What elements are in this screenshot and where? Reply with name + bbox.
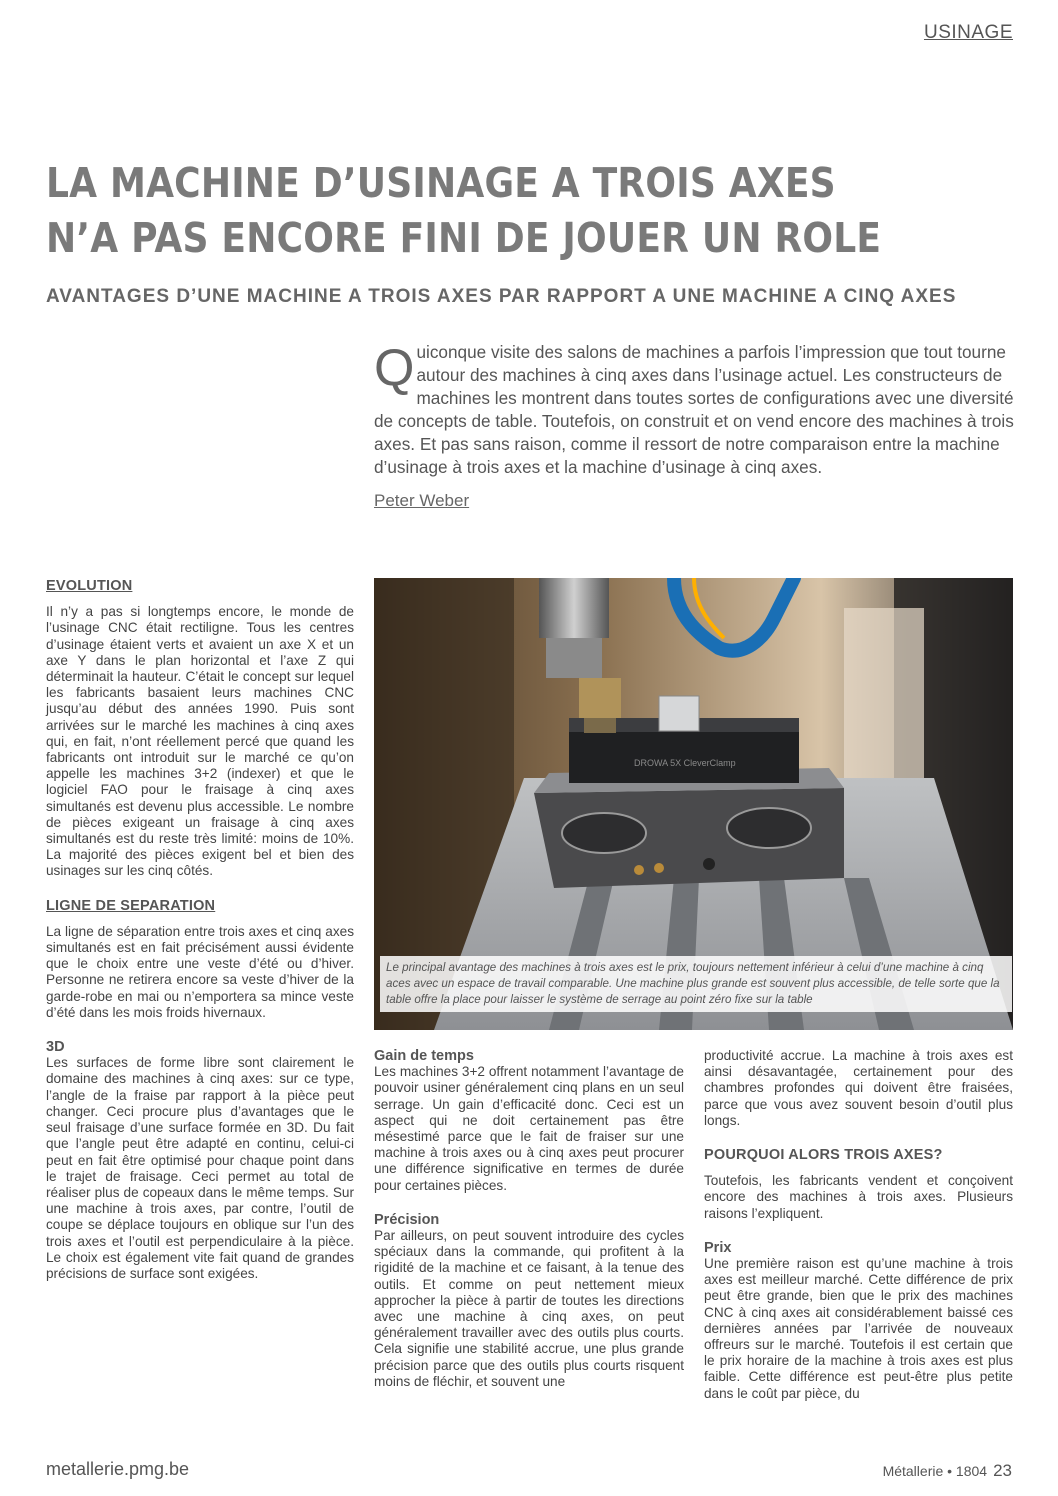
- section-tag: USINAGE: [923, 22, 1013, 43]
- heading-evolution: EVOLUTION: [46, 578, 133, 594]
- intro-dropcap: Q: [374, 339, 415, 397]
- footer-website-link[interactable]: metallerie.pmg.be: [46, 1459, 190, 1479]
- paragraph-pourquoi-trois-axes: Toutefois, les fabricants vendent et conçoivent encore des machines à trois axes. Plusieurs raisons l’expliquent.: [704, 1173, 1013, 1221]
- paragraph-ligne-de-separation: La ligne de séparation entre trois axes et cinq axes simultanés est en fait précisément aussi évidente que le choix entre une veste d’été ou d’hiver. Personne ne retirera encore sa veste d’hiver de la garde-robe en mai ou n’emportera sa mince veste d’été dans les mois froids hivernaux.: [46, 923, 354, 1020]
- column-2: [374, 1048, 684, 1408]
- footer-issue-label: Métallerie • 1804: [882, 1463, 988, 1479]
- article-intro: [374, 341, 1014, 479]
- paragraph-3d: Les surfaces de forme libre sont clairement le domaine des machines à cinq axes: sur ce type, l’angle de la fraise par rapport à la pièce peut changer. Ceci procure plus d’avantages que le seul fraisage d’une surface formée en 3D. Du fait que l’angle peut être adapté en continu, celui-ci peut en fait être optimisé pour chaque point dans le trajet de fraisage. Ceci permet au total de réaliser plus de copeaux dans le même temps. Sur une machine à trois axes, par contre, l’outil de coupe se déplace toujours en oblique sur l’un des trois axes et l’outil est perpendiculaire à la pièce. Le choix est également vite fait quand de grandes précisions de surface sont exigées.: [46, 1055, 354, 1281]
- page-number: 23: [993, 1461, 1012, 1480]
- footer-issue: [883, 1461, 1012, 1481]
- paragraph-evolution: Il n’y a pas si longtemps encore, le monde de l’usinage CNC était rectiligne. Tous les centres d’usinage étaient verts et avaient un axe X et un axe Y dans le plan horizontal et l’axe Z qui déterminait la hauteur. C’était le concept sur lequel les fabricants basaient leurs machines CNC jusqu’au début des années 1990. Puis sont arrivées sur le marché les machines à cinq axes qui, en fait, n’ont réellement percé que quand les fabricants ont introduit sur le marché ce qu’on appelle les machines 3+2 (indexer) et que le logiciel FAO pour le fraisage à cinq axes simultanés est devenu plus accessible. Le nombre de pièces exigeant un fraisage à cinq axes simultanés est du reste très limité: moins de 10%. La majorité des pièces exigent bel et bien des usinages sur les cinq côtés.: [46, 604, 354, 879]
- column-3: [704, 1048, 1013, 1420]
- intro-text: uiconque visite des salons de machines a parfois l’impression que tout tourne autour des machines à cinq axes dans l’usinage actuel. Les constructeurs de machines les montrent dans toutes sortes de configurations avec une diversité de concepts de table. Toutefois, on construit et on vend encore des machines à trois axes. Et pas sans raison, comme il ressort de notre comparaison entre la machine d’usinage à trois axes et la machine d’usinage à cinq axes.: [374, 342, 1014, 477]
- author-byline[interactable]: Peter Weber: [374, 491, 470, 510]
- column-1: [46, 578, 354, 1300]
- paragraph-gain-de-temps: Les machines 3+2 offrent notamment l’avantage de pouvoir usiner généralement cinq plans en un seul serrage. Un gain d’efficacité donc. Ceci est un aspect qui ne doit certainement pas être mésestimé parce que le fait de fraiser sur une machine à trois axes ou à cinq axes peut procurer une différence significative en termes de durée pour certaines pièces.: [374, 1064, 684, 1193]
- title-line-1: LA MACHINE D’USINAGE A TROIS AXES: [46, 159, 836, 207]
- paragraph-prix: Une première raison est qu’une machine à trois axes est meilleur marché. Cette différence de prix peut être grande, bien que le prix des machines CNC à cinq axes ait considérablement baissé ces dernières années par l’arrivée de nouveaux offreurs sur le marché. Toutefois il est certain que le prix horaire de la machine à trois axes est plus faible. Cette différence est peut-être plus petite dans le coût par pièce, du: [704, 1256, 1013, 1401]
- paragraph-continuation: productivité accrue. La machine à trois axes est ainsi désavantagée, certainement pour des chambres profondes qui doivent être fraisées, parce que vous avez souvent besoin d’outil plus longs.: [704, 1048, 1013, 1128]
- heading-3d: 3D: [46, 1039, 65, 1056]
- heading-pourquoi-trois-axes: POURQUOI ALORS TROIS AXES?: [704, 1147, 943, 1164]
- title-line-2: N’A PAS ENCORE FINI DE JOUER UN ROLE: [46, 214, 882, 262]
- vise-label: DROWA 5X CleverClamp: [634, 758, 736, 768]
- heading-ligne-de-separation: LIGNE DE SEPARATION: [46, 897, 216, 914]
- heading-precision: Précision: [374, 1211, 440, 1228]
- article-subtitle: AVANTAGES D’UNE MACHINE A TROIS AXES PAR RAPPORT A UNE MACHINE A CINQ AXES: [46, 286, 957, 307]
- article-title: [46, 156, 908, 266]
- heading-prix: Prix: [704, 1239, 732, 1256]
- figure-caption: Le principal avantage des machines à trois axes est le prix, toujours nettement inférieur à celui d’une machine à cinq aces avec un espace de travail comparable. Une machine plus grande est souvent plus accessible, de telle sorte que la table offre la place pour laisser le système de serrage au point zéro fixe sur la table: [380, 956, 1012, 1012]
- heading-gain-de-temps: Gain de temps: [374, 1048, 474, 1064]
- paragraph-precision: Par ailleurs, on peut souvent introduire des cycles spéciaux dans la commande, qui profitent à la rigidité de la machine et ce faisant, à la tenue des outils. Et comme on peut nettement mieux approcher la pièce à partir de toutes les directions avec une machine à cinq axes, on peut généralement travailler avec des outils plus courts. Cela signifie une stabilité accrue, une plus grande précision parce que des outils plus courts risquent moins de fléchir, et souvent une: [374, 1228, 684, 1389]
